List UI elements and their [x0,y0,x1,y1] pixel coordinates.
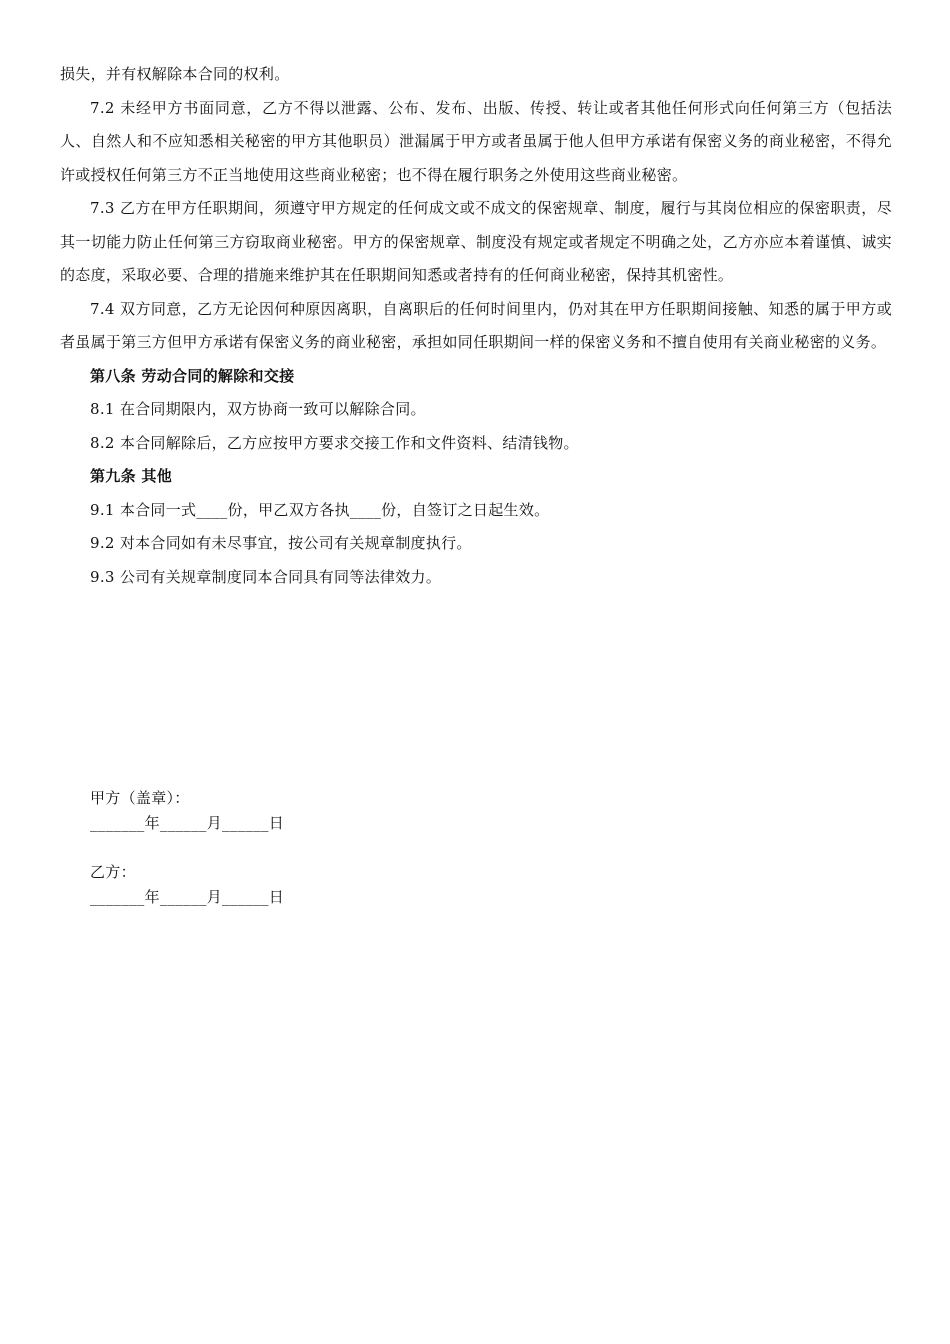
clause-7-3: 7.3 乙方在甲方任职期间，须遵守甲方规定的任何成文或不成文的保密规章、制度，履行与其岗位相应的保密职责，尽其一切能力防止任何第三方窃取商业秘密。甲方的保密规章、制度没有规定或者规定不明确之处，乙方亦应本着谨慎、诚实的态度，采取必要、合理的措施来维护其在任职期间知悉或者持有的任何商业秘密，保持其机密性。 [60,199,892,284]
contract-page [60,58,892,594]
party-a-date: _______年______月______日 [90,814,285,832]
clause-7-4: 7.4 双方同意，乙方无论因何种原因离职，自离职后的任何时间里内，仍对其在甲方任职期间接触、知悉的属于甲方或者虽属于第三方但甲方承诺有保密义务的商业秘密，承担如同任职期间一样的保密义务和不擅自使用有关商业秘密的义务。 [60,299,892,351]
article-8-heading: 第八条 劳动合同的解除和交接 [90,366,295,385]
party-b-date: _______年______月______日 [90,888,285,906]
party-a-signature-block [90,786,284,836]
clause-9-1: 9.1 本合同一式____份，甲乙双方各执____份，自签订之日起生效。 [90,500,550,519]
party-b-signature-block [90,860,284,910]
paragraph-continuation: 损失，并有权解除本合同的权利。 [60,65,290,83]
party-b-label: 乙方： [90,863,136,881]
clause-9-2: 9.2 对本合同如有未尽事宜，按公司有关规章制度执行。 [90,534,472,552]
article-9-heading: 第九条 其他 [90,467,173,485]
party-a-label: 甲方（盖章）： [90,789,190,807]
clause-8-2: 8.2 本合同解除后，乙方应按甲方要求交接工作和文件资料、结清钱物。 [90,433,579,452]
clause-9-3: 9.3 公司有关规章制度同本合同具有同等法律效力。 [90,567,442,586]
clause-8-1: 8.1 在合同期限内，双方协商一致可以解除合同。 [90,400,426,418]
clause-7-2: 7.2 未经甲方书面同意，乙方不得以泄露、公布、发布、出版、传授、转让或者其他任何形式向任何第三方（包括法人、自然人和不应知悉相关秘密的甲方其他职员）泄漏属于甲方或者虽属于他人但甲方承诺有保密义务的商业秘密，不得允许或授权任何第三方不正当地使用这些商业秘密；也不得在履行职务之外使用这些商业秘密。 [60,98,892,184]
